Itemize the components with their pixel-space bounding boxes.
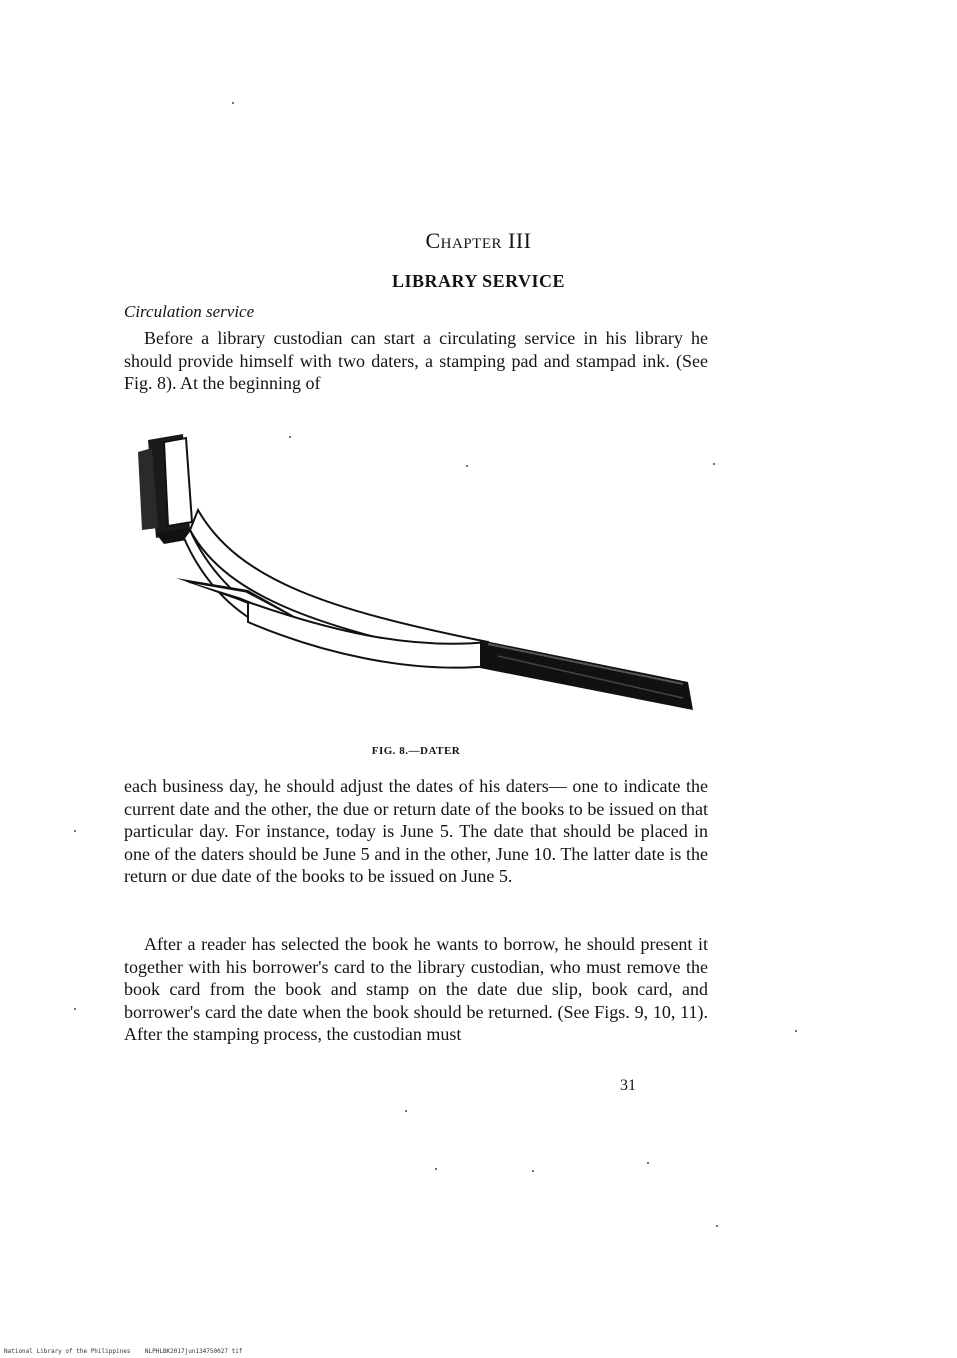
scan-speck [532,1170,534,1172]
scan-speck [795,1030,797,1032]
scan-speck [435,1168,437,1170]
paragraph-3: After a reader has selected the book he wants to borrow, he should present it together with his borrower's card to the library custodian, who must remove the book card from the book and stamp on the date due slip, book card, and borrower's card the date when the book should be returned. (See Figs. 9, 10, 11). After the stamping process, the custodian must [124,934,708,1045]
scan-speck [466,465,468,467]
chapter-number: Chapter III [425,228,532,253]
dater-icon [128,430,698,720]
dater-figure [128,430,698,720]
scan-speck [713,463,715,465]
page-number: 31 [620,1077,636,1094]
scan-speck [405,1110,407,1112]
scan-speck [647,1162,649,1164]
paragraph-1: Before a library custodian can start a circulating service in his library he should provide himself with two daters, a stamping pad and stampad ink. (See Fig. 8). At the beginning of [124,328,708,394]
scan-speck [716,1225,718,1227]
scan-speck [232,102,234,104]
figure-caption: FIG. 8.—DATER [371,745,461,757]
scan-speck [74,830,76,832]
paragraph-2: each business day, he should adjust the dates of his daters— one to indicate the current date and the other, the due or return date of the books to be issued on that particular day. For instance, today is June 5. The date that should be placed in one of the daters should be June 5 and in the other, June 10. The latter date is the return or due date of the books to be issued on June 5. [124,776,708,887]
scan-footer: National Library of the Philippines NLPHLBK2017jun134750027 tif [4,1348,243,1355]
chapter-title: LIBRARY SERVICE [391,271,566,291]
scan-speck [289,436,291,438]
section-heading: Circulation service [124,302,255,321]
scan-speck [74,1008,76,1010]
